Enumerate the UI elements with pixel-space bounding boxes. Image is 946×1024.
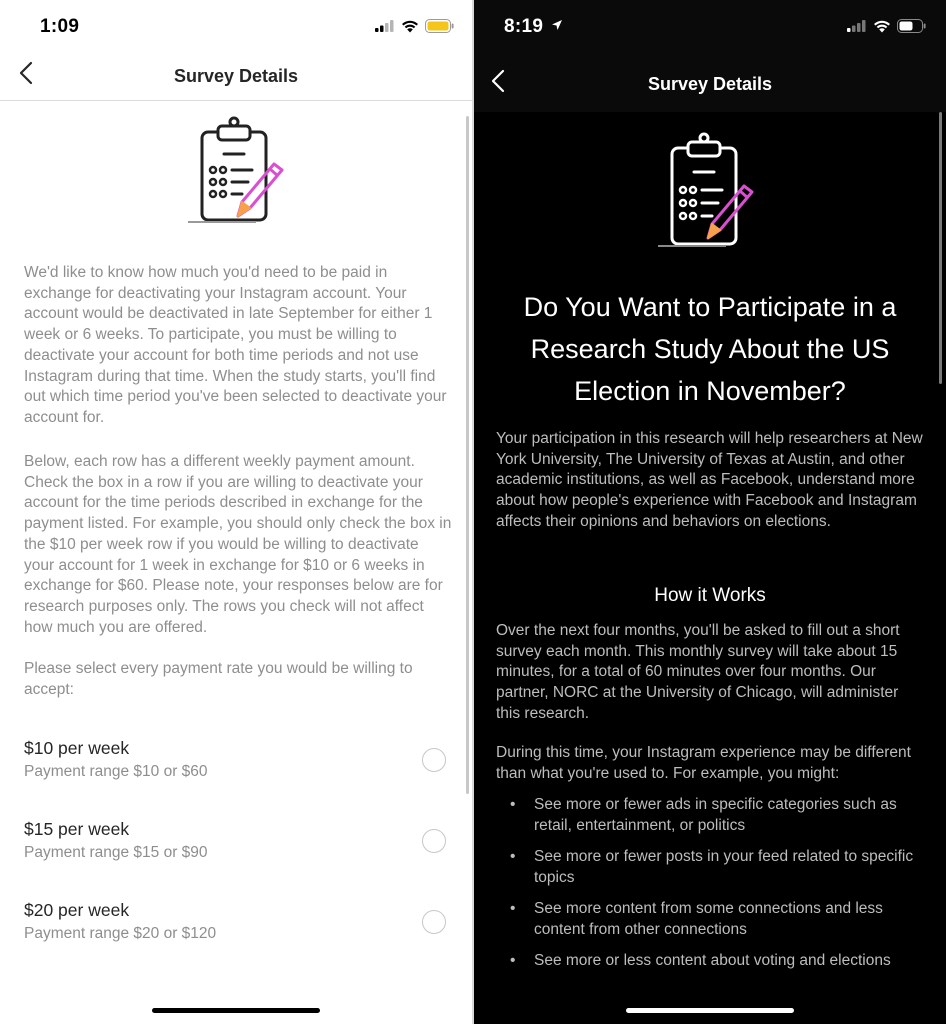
- option-title: $15 per week: [24, 819, 130, 839]
- intro-paragraph: We'd like to know how much you'd need to be paid in exchange for deactivating your Instagram account. Your account would be deactivated in late September for either 1 week or 6 weeks. To participate, you must be willing to deactivate your account for both time periods and not use Instagram during that time. When the study starts, you'll find out which time period you've been selected to deactivate your account for.: [24, 264, 447, 426]
- scrollbar[interactable]: [939, 112, 942, 384]
- status-time: 1:09: [40, 16, 80, 37]
- cellular-signal-icon: [847, 20, 867, 32]
- cellular-signal-icon: [375, 20, 395, 32]
- payment-option-20[interactable]: [0, 900, 472, 976]
- battery-icon: [425, 19, 454, 33]
- status-icons: [375, 19, 454, 33]
- nav-divider: [0, 100, 472, 101]
- experience-bullet-list: [496, 795, 928, 983]
- study-headline: Do You Want to Participate in a Research Study About the US Election in November?: [523, 292, 897, 406]
- list-item: • See more or fewer ads in specific categories such as retail, entertainment, or politics: [496, 795, 928, 836]
- list-item: • See more content from some connections and less content from other connections: [496, 899, 928, 940]
- clipboard-survey-icon: [186, 116, 290, 226]
- battery-icon: [897, 19, 926, 33]
- description-paragraph: Your participation in this research will help researchers at New York University, The University of Texas at Austin, and other academic institutions, as well as Facebook, understand more about how people's experience with Facebook and Instagram affects their opinions and behaviors on elections.: [496, 430, 923, 530]
- how-it-works-paragraph-1: Over the next four months, you'll be asked to fill out a short survey each month. This monthly survey will take about 15 minutes, for a total of 60 minutes over four months. Our partner, NORC at the University of Chicago, will administer this research.: [496, 622, 900, 722]
- home-indicator[interactable]: [626, 1008, 794, 1013]
- clipboard-survey-icon: [656, 132, 760, 250]
- option-title: $10 per week: [24, 738, 130, 758]
- option-range: Payment range $20 or $120: [24, 925, 217, 942]
- how-it-works-paragraph-2: During this time, your Instagram experience may be different than what you're used to. For example, you might:: [496, 744, 911, 782]
- list-item: • See more or fewer posts in your feed related to specific topics: [496, 847, 928, 888]
- option-radio[interactable]: [422, 829, 446, 853]
- wifi-icon: [873, 20, 891, 33]
- wifi-icon: [401, 20, 419, 33]
- status-icons: [847, 19, 926, 33]
- payment-option-15[interactable]: [0, 819, 472, 895]
- status-time-text: 8:19: [504, 16, 544, 37]
- location-arrow-icon: [551, 19, 563, 31]
- list-item: • See more or less content about voting and elections: [496, 951, 928, 972]
- instructions-paragraph: Below, each row has a different weekly payment amount. Check the box in a row if you are willing to deactivate your account for the time periods described in exchange for the payment listed. For example, you should only check the box in the $10 per week row if you would be willing to deactivate your account for 1 week in exchange for $10 or 6 weeks in exchange for $60. Please note, your responses below are for research purposes only. The rows you check will not affect how much you are offered.: [24, 453, 452, 636]
- status-time: [504, 16, 563, 38]
- payment-option-10[interactable]: [0, 738, 472, 814]
- right-screen: [474, 0, 946, 1024]
- option-range: Payment range $10 or $60: [24, 763, 208, 780]
- option-title: $20 per week: [24, 900, 130, 920]
- home-indicator[interactable]: [152, 1008, 320, 1013]
- section-title: How it Works: [654, 585, 766, 606]
- option-radio[interactable]: [422, 910, 446, 934]
- page-title: Survey Details: [647, 74, 773, 94]
- left-screen: [0, 0, 472, 1024]
- prompt-paragraph: Please select every payment rate you would be willing to accept:: [24, 660, 413, 698]
- scrollbar[interactable]: [466, 116, 469, 794]
- page-title: Survey Details: [173, 66, 299, 86]
- option-range: Payment range $15 or $90: [24, 844, 208, 861]
- option-radio[interactable]: [422, 748, 446, 772]
